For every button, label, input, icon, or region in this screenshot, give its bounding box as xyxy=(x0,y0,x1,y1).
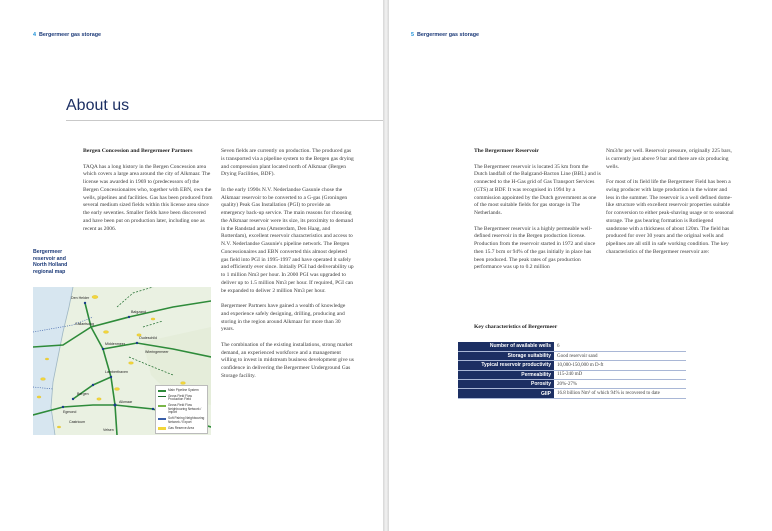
right-column-2 xyxy=(606,148,736,264)
table-label: Storage suitability xyxy=(458,351,554,360)
map-label: Velsen xyxy=(103,428,114,432)
map-label: Oudeschild xyxy=(139,336,157,340)
left-column-2 xyxy=(221,148,354,388)
paragraph: For most of its field life the Bergermeer Field has been a swing producer with large production in the winter and less in the summer. The reservoir is a well defined dome- like structure with excellent reservoir properties suitable for conversion to either peak-shaving usage or to seasonal storage. The gas bearing formation is Rotliegend sandstone with a thickness of about 120m. The field has produced for over 30 years and the original wells and pipelines are all still in safe working condition. The key characteristics of the Bergermeer reservoir are: xyxy=(606,179,734,255)
section-heading-concession: Bergen Concession and Bergermeer Partners xyxy=(83,148,193,154)
regional-map xyxy=(33,287,211,435)
map-label: Middenmeer xyxy=(105,342,125,346)
paragraph: The Bergermeer reservoir is located 35 km from the Dutch landfall of the Balgzand-Bacton Line (BBL) and is connected to the H-Gas grid of Gas Transport Services (GTS) at BDF. It was recognised in 1994 by a commission appointed by the Dutch government as one of the most suitable fields for gas storage in The Netherlands. xyxy=(474,163,601,216)
map-legend xyxy=(155,385,208,434)
map-label: Egmond xyxy=(63,410,77,414)
paragraph: Nm3/hr per well. Reservoir pressure, originally 225 bars, is currently just above 9 bar and there are six producing wells. xyxy=(606,148,732,170)
left-page xyxy=(0,0,383,531)
title-rule xyxy=(66,120,383,121)
map-label: Castricum xyxy=(69,420,86,424)
page-title: About us xyxy=(66,97,130,114)
map-label: Wieringermeer xyxy=(145,350,169,354)
legend-swatch xyxy=(158,418,166,419)
table-value: 6 xyxy=(554,342,686,351)
map-label: Den Helder xyxy=(71,296,90,300)
running-head-right xyxy=(411,32,479,38)
table-value: 10,000-150,000 m D-ft xyxy=(554,361,686,370)
table-row xyxy=(458,389,686,398)
legend-item xyxy=(158,389,205,393)
map-label: Balgzand xyxy=(131,310,146,314)
table-label: GIIP xyxy=(458,389,554,398)
table-value: 16.8 billion Nm³ of which 94% is recovered to date xyxy=(554,389,686,398)
legend-label: Gas Reserve Area xyxy=(168,425,195,430)
map-label: Bergen xyxy=(77,392,89,396)
legend-item xyxy=(158,404,205,415)
key-characteristics-title: Key characteristics of Bergermeer xyxy=(474,324,558,330)
legend-swatch xyxy=(158,405,166,406)
table-label: Typical reservoir productivity xyxy=(458,361,554,370)
table-row xyxy=(458,351,686,360)
legend-swatch xyxy=(158,390,166,391)
section-heading-reservoir: The Bergermeer Reservoir xyxy=(474,148,539,154)
map-label: Alkmaar xyxy=(119,400,133,404)
table-row xyxy=(458,342,686,351)
paragraph: In the early 1990s N.V. Nederlandse Gasunie chose the Alkmaar reservoir to be converted to a G-gas (Groningen quality) Peak Gas Installation (PGI) to provide an emergency back-up service. The main reasons for choosing the Alkmaar reservoir were its size, its proximity to demand in the Randstad area (Amsterdam, Den Haag, and Rotterdam), excellent reservoir characteristics and access to N.V. Nederlandse Gasunie's pipeline network. The Bergen Concessionaires and EBN converted this almost depleted gas field into PGI in 1995-1997 and have operated it safely and efficiently ever since. Initially PGI had deliverability up to 1 million Nm3 per hour. In 2000 PGI was upgraded to deliver up to 1.5 million Nm3 per hour. If required, PGI can be expanded to deliver 2 million Nm3 per hour. xyxy=(221,186,354,294)
table-value: 20%-27% xyxy=(554,380,686,389)
legend-label: Gross Field Flow Neighbouring Network / Import xyxy=(168,403,202,415)
legend-item xyxy=(158,427,205,431)
legend-label: Gross Field Flow Production Field xyxy=(168,393,192,402)
legend-label: Soft Pairing Neighbouring Network / Export xyxy=(168,416,205,424)
table-value: Good reservoir sand xyxy=(554,351,686,360)
paragraph: Bergermeer Partners have gained a wealth of knowledge and experience safely designing, drilling, producing and storing in the region around Alkmaar for more than 30 years. xyxy=(221,303,346,333)
table-row xyxy=(458,361,686,370)
running-head-text-left: Bergermeer gas storage xyxy=(39,32,102,38)
paragraph: TAQA has a long history in the Bergen Concession area which covers a large area around the city of Alkmaar. The license was awarded in 1969 to (predecessors of) the Bergen Concessionaires who, together with EBN, own the wells, pipelines and facilities. Gas has been produced from several medium sized fields within this license area since the early seventies. Smaller fields have been discovered and have been put on production later, including one as recent as 2006. xyxy=(83,163,213,232)
paragraph: The Bergermeer reservoir is a highly permeable well-defined reservoir in the Bergen production license. Production from the reservoir started in 1972 and since then 15.7 bcm or 94% of the gas initially in place has been produced. The peak rates of gas production performance was up to 0.2 million xyxy=(474,225,596,271)
map-label: Lamberthaven xyxy=(105,370,128,374)
map-caption: Bergermeer reservoir and North Holland regional map xyxy=(33,249,68,275)
page-number-left: 4 xyxy=(33,32,36,38)
legend-swatch xyxy=(158,427,166,430)
legend-label: Main Pipeline System xyxy=(168,388,199,392)
legend-item xyxy=(158,417,205,424)
table-row xyxy=(458,380,686,389)
table-label: Number of available wells xyxy=(458,342,554,351)
running-head-left xyxy=(33,32,101,38)
table-label: Permeability xyxy=(458,370,554,379)
running-head-text-right: Bergermeer gas storage xyxy=(417,32,480,38)
left-column-1 xyxy=(83,148,213,241)
key-characteristics-table xyxy=(458,342,686,399)
right-column-1 xyxy=(474,148,602,280)
paragraph: The combination of the existing installations, strong market demand, an experienced workforce and a management willing to invest in midstream business development give us confidence in delivering the Bergermeer Underground Gas Storage facility. xyxy=(221,341,354,379)
page-number-right: 5 xyxy=(411,32,414,38)
legend-item xyxy=(158,395,205,402)
legend-swatch xyxy=(158,396,166,397)
table-row xyxy=(458,370,686,379)
table-value: 115-240 mD xyxy=(554,370,686,379)
map-label: Callantsoog xyxy=(75,322,94,326)
table-label: Porosity xyxy=(458,380,554,389)
paragraph: Seven fields are currently on production. The produced gas is transported via a pipeline system to the Bergen gas drying and compression plant located north of Alkmaar (Bergen Drying Facilities, BDF). xyxy=(221,148,354,178)
